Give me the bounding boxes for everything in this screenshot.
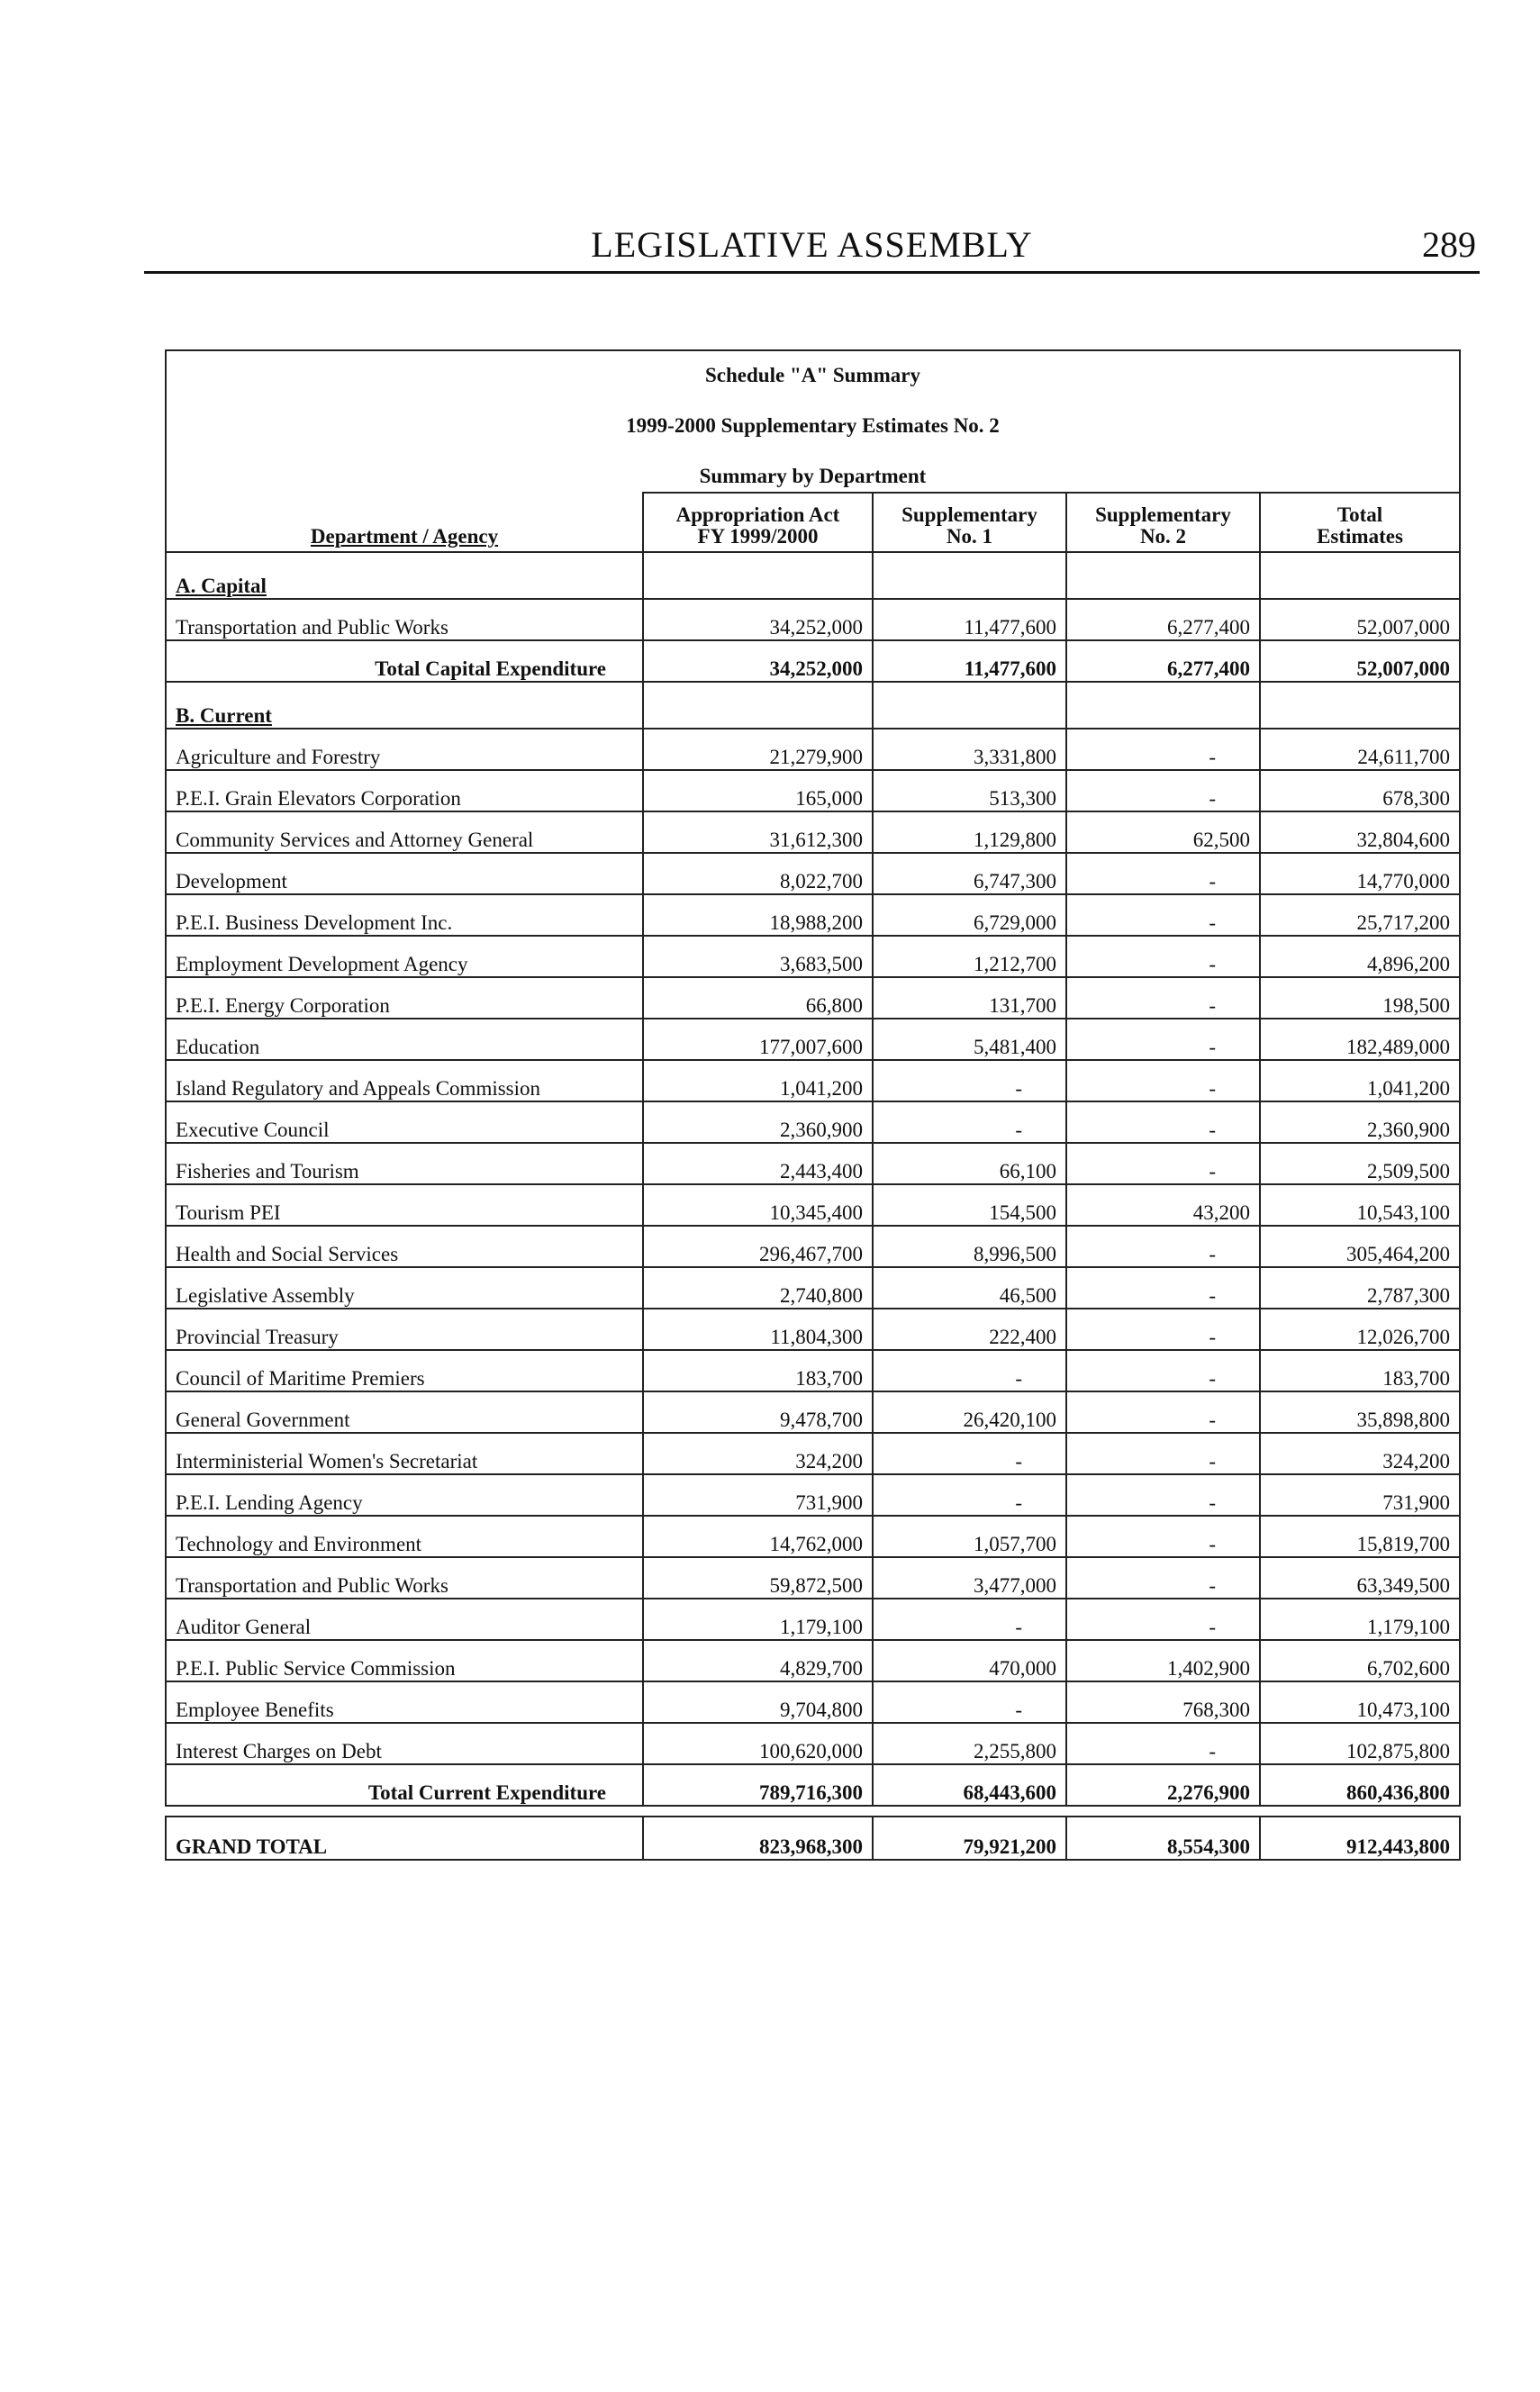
page-header: [144, 223, 1480, 274]
supplementary-1-value: 26,420,100: [873, 1391, 1066, 1433]
total-estimates-value: 32,804,600: [1260, 811, 1460, 853]
total-estimates-value: 52,007,000: [1260, 599, 1460, 640]
table-row: [166, 853, 1460, 894]
appropriation-value: 9,704,800: [643, 1681, 873, 1723]
appropriation-value: 183,700: [643, 1350, 873, 1391]
section-label: A. Capital: [166, 552, 643, 599]
department-name: Technology and Environment: [166, 1516, 643, 1557]
supplementary-1-value: -: [873, 1350, 1066, 1391]
department-name: Tourism PEI: [166, 1184, 643, 1226]
supplementary-1-value: 5,481,400: [873, 1019, 1066, 1060]
appropriation-value: 59,872,500: [643, 1557, 873, 1599]
section-empty-cell: [873, 682, 1066, 729]
section-empty-cell: [1260, 682, 1460, 729]
section-empty-cell: [643, 552, 873, 599]
supplementary-2-value: -: [1066, 770, 1260, 811]
appropriation-value: 2,740,800: [643, 1267, 873, 1309]
total-estimates-value: 12,026,700: [1260, 1309, 1460, 1350]
section-empty-cell: [1066, 552, 1260, 599]
total-estimates-value: 678,300: [1260, 770, 1460, 811]
table-row: [166, 1640, 1460, 1681]
appropriation-value: 11,804,300: [643, 1309, 873, 1350]
table-row: [166, 1019, 1460, 1060]
section-empty-cell: [1066, 682, 1260, 729]
spacer-cell: [166, 1806, 1460, 1817]
table-row: [166, 1101, 1460, 1143]
table-row: [166, 1184, 1460, 1226]
department-name: Development: [166, 853, 643, 894]
total-estimates-value: 2,509,500: [1260, 1143, 1460, 1184]
department-name: Council of Maritime Premiers: [166, 1350, 643, 1391]
total-estimates-value: 63,349,500: [1260, 1557, 1460, 1599]
supplementary-1-value: -: [873, 1681, 1066, 1723]
table-row: [166, 811, 1460, 853]
supplementary-2-value: -: [1066, 853, 1260, 894]
total-estimates-value: 198,500: [1260, 977, 1460, 1019]
section-capital: [166, 552, 1460, 599]
appropriation-value: 34,252,000: [643, 599, 873, 640]
schedule-caption: [166, 350, 1460, 493]
supplementary-2-value: 62,500: [1066, 811, 1260, 853]
header-department: Department / Agency: [166, 493, 643, 552]
table-row: [166, 599, 1460, 640]
total-estimates-value: 6,702,600: [1260, 1640, 1460, 1681]
department-name: P.E.I. Grain Elevators Corporation: [166, 770, 643, 811]
appropriation-value: 177,007,600: [643, 1019, 873, 1060]
table-row: [166, 1226, 1460, 1267]
appropriation-value: 9,478,700: [643, 1391, 873, 1433]
supplementary-1-value: 3,477,000: [873, 1557, 1066, 1599]
schedule-table-container: [165, 349, 1459, 1861]
department-name: P.E.I. Business Development Inc.: [166, 894, 643, 936]
page-number: 289: [1422, 224, 1476, 265]
appropriation-value: 14,762,000: [643, 1516, 873, 1557]
appropriation-value: 3,683,500: [643, 936, 873, 977]
department-name: Fisheries and Tourism: [166, 1143, 643, 1184]
appropriation-value: 31,612,300: [643, 811, 873, 853]
total-estimates-total: 52,007,000: [1260, 640, 1460, 682]
supplementary-1-value: 154,500: [873, 1184, 1066, 1226]
section-empty-cell: [1260, 552, 1460, 599]
table-row: [166, 1599, 1460, 1640]
supplementary-1-value: 1,129,800: [873, 811, 1066, 853]
total-estimates-value: 1,041,200: [1260, 1060, 1460, 1101]
table-row: [166, 1309, 1460, 1350]
total-estimates-value: 102,875,800: [1260, 1723, 1460, 1764]
supplementary-2-value: -: [1066, 1350, 1260, 1391]
supplementary-2-value: -: [1066, 1516, 1260, 1557]
total-estimates-value: 1,179,100: [1260, 1599, 1460, 1640]
supplementary-1-total: 11,477,600: [873, 640, 1066, 682]
total-estimates-value: 10,543,100: [1260, 1184, 1460, 1226]
header-appropriation: Appropriation Act FY 1999/2000: [643, 493, 873, 552]
supplementary-1-total: 68,443,600: [873, 1764, 1066, 1806]
supplementary-2-value: 1,402,900: [1066, 1640, 1260, 1681]
caption-row: [166, 350, 1460, 493]
supplementary-2-value: 6,277,400: [1066, 599, 1260, 640]
department-name: Health and Social Services: [166, 1226, 643, 1267]
appropriation-value: 165,000: [643, 770, 873, 811]
department-name: Executive Council: [166, 1101, 643, 1143]
table-row: [166, 729, 1460, 770]
table-row: [166, 936, 1460, 977]
appropriation-value: 100,620,000: [643, 1723, 873, 1764]
schedule-title: Schedule "A" Summary: [705, 364, 920, 386]
table-row: [166, 1681, 1460, 1723]
supplementary-2-value: -: [1066, 1060, 1260, 1101]
supplementary-1-total: 79,921,200: [873, 1817, 1066, 1860]
grand-total-row: [166, 1817, 1460, 1860]
appropriation-value: 1,179,100: [643, 1599, 873, 1640]
supplementary-2-total: 8,554,300: [1066, 1817, 1260, 1860]
total-estimates-value: 14,770,000: [1260, 853, 1460, 894]
total-label: Total Current Expenditure: [166, 1764, 643, 1806]
supplementary-1-value: 66,100: [873, 1143, 1066, 1184]
department-name: Transportation and Public Works: [166, 599, 643, 640]
supplementary-1-value: 11,477,600: [873, 599, 1066, 640]
department-name: Education: [166, 1019, 643, 1060]
appropriation-value: 21,279,900: [643, 729, 873, 770]
total-label: GRAND TOTAL: [166, 1817, 643, 1860]
appropriation-value: 2,360,900: [643, 1101, 873, 1143]
table-row: [166, 1350, 1460, 1391]
supplementary-2-value: -: [1066, 729, 1260, 770]
table-row: [166, 977, 1460, 1019]
supplementary-1-value: 6,747,300: [873, 853, 1066, 894]
appropriation-value: 731,900: [643, 1474, 873, 1516]
header-total-estimates: Total Estimates: [1260, 493, 1460, 552]
supplementary-1-value: 1,212,700: [873, 936, 1066, 977]
total-estimates-value: 10,473,100: [1260, 1681, 1460, 1723]
department-name: Interministerial Women's Secretariat: [166, 1433, 643, 1474]
department-name: Island Regulatory and Appeals Commission: [166, 1060, 643, 1101]
appropriation-value: 66,800: [643, 977, 873, 1019]
department-name: Community Services and Attorney General: [166, 811, 643, 853]
supplementary-1-value: 513,300: [873, 770, 1066, 811]
total-estimates-value: 324,200: [1260, 1433, 1460, 1474]
department-name: Transportation and Public Works: [166, 1557, 643, 1599]
supplementary-2-value: -: [1066, 1226, 1260, 1267]
header-supplementary-1: Supplementary No. 1: [873, 493, 1066, 552]
appropriation-value: 2,443,400: [643, 1143, 873, 1184]
department-name: Legislative Assembly: [166, 1267, 643, 1309]
department-name: General Government: [166, 1391, 643, 1433]
supplementary-2-value: -: [1066, 1474, 1260, 1516]
total-estimates-value: 183,700: [1260, 1350, 1460, 1391]
supplementary-2-value: -: [1066, 1019, 1260, 1060]
section-label: B. Current: [166, 682, 643, 729]
supplementary-2-value: -: [1066, 1143, 1260, 1184]
supplementary-1-value: 131,700: [873, 977, 1066, 1019]
table-row: [166, 1143, 1460, 1184]
supplementary-2-value: -: [1066, 894, 1260, 936]
total-estimates-total: 912,443,800: [1260, 1817, 1460, 1860]
supplementary-2-total: 6,277,400: [1066, 640, 1260, 682]
supplementary-2-value: -: [1066, 1267, 1260, 1309]
table-row: [166, 1557, 1460, 1599]
section-current: [166, 682, 1460, 729]
table-row: [166, 1267, 1460, 1309]
supplementary-1-value: 1,057,700: [873, 1516, 1066, 1557]
supplementary-2-value: -: [1066, 1599, 1260, 1640]
table-row: [166, 1516, 1460, 1557]
table-row: [166, 894, 1460, 936]
supplementary-2-value: -: [1066, 1101, 1260, 1143]
total-estimates-total: 860,436,800: [1260, 1764, 1460, 1806]
appropriation-value: 1,041,200: [643, 1060, 873, 1101]
total-estimates-value: 25,717,200: [1260, 894, 1460, 936]
supplementary-1-value: 46,500: [873, 1267, 1066, 1309]
section-empty-cell: [873, 552, 1066, 599]
supplementary-2-value: -: [1066, 1557, 1260, 1599]
supplementary-2-value: -: [1066, 936, 1260, 977]
table-row: [166, 1723, 1460, 1764]
total-estimates-value: 182,489,000: [1260, 1019, 1460, 1060]
appropriation-value: 10,345,400: [643, 1184, 873, 1226]
supplementary-2-value: -: [1066, 977, 1260, 1019]
table-row: [166, 770, 1460, 811]
department-name: P.E.I. Energy Corporation: [166, 977, 643, 1019]
supplementary-1-value: -: [873, 1060, 1066, 1101]
supplementary-2-total: 2,276,900: [1066, 1764, 1260, 1806]
supplementary-2-value: -: [1066, 1723, 1260, 1764]
supplementary-1-value: -: [873, 1474, 1066, 1516]
supplementary-2-value: -: [1066, 1309, 1260, 1350]
table-row: [166, 1391, 1460, 1433]
supplementary-2-value: -: [1066, 1433, 1260, 1474]
supplementary-2-value: 43,200: [1066, 1184, 1260, 1226]
total-current-row: [166, 1764, 1460, 1806]
supplementary-2-value: 768,300: [1066, 1681, 1260, 1723]
appropriation-value: 8,022,700: [643, 853, 873, 894]
total-estimates-value: 305,464,200: [1260, 1226, 1460, 1267]
department-name: Employment Development Agency: [166, 936, 643, 977]
total-label: Total Capital Expenditure: [166, 640, 643, 682]
department-name: P.E.I. Lending Agency: [166, 1474, 643, 1516]
total-estimates-value: 731,900: [1260, 1474, 1460, 1516]
supplementary-1-value: 2,255,800: [873, 1723, 1066, 1764]
total-estimates-value: 35,898,800: [1260, 1391, 1460, 1433]
header-supplementary-2: Supplementary No. 2: [1066, 493, 1260, 552]
supplementary-1-value: -: [873, 1433, 1066, 1474]
table-row: [166, 1433, 1460, 1474]
appropriation-value: 4,829,700: [643, 1640, 873, 1681]
department-name: Agriculture and Forestry: [166, 729, 643, 770]
appropriation-value: 18,988,200: [643, 894, 873, 936]
page-title: LEGISLATIVE ASSEMBLY: [591, 224, 1033, 265]
appropriation-value: 296,467,700: [643, 1226, 873, 1267]
section-empty-cell: [643, 682, 873, 729]
total-estimates-value: 4,896,200: [1260, 936, 1460, 977]
supplementary-1-value: 470,000: [873, 1640, 1066, 1681]
schedule-subtitle: 1999-2000 Supplementary Estimates No. 2: [626, 414, 1000, 437]
total-estimates-value: 15,819,700: [1260, 1516, 1460, 1557]
supplementary-1-value: 3,331,800: [873, 729, 1066, 770]
appropriation-total: 34,252,000: [643, 640, 873, 682]
table-row: [166, 1060, 1460, 1101]
department-name: Provincial Treasury: [166, 1309, 643, 1350]
total-estimates-value: 24,611,700: [1260, 729, 1460, 770]
supplementary-1-value: 6,729,000: [873, 894, 1066, 936]
supplementary-1-value: 8,996,500: [873, 1226, 1066, 1267]
supplementary-1-value: -: [873, 1101, 1066, 1143]
spacer-row: [166, 1806, 1460, 1817]
table-row: [166, 1474, 1460, 1516]
schedule-summary-by: Summary by Department: [699, 465, 927, 487]
department-name: Employee Benefits: [166, 1681, 643, 1723]
appropriation-total: 823,968,300: [643, 1817, 873, 1860]
department-name: Auditor General: [166, 1599, 643, 1640]
column-header-row: [166, 493, 1460, 552]
department-name: P.E.I. Public Service Commission: [166, 1640, 643, 1681]
total-capital-row: [166, 640, 1460, 682]
header-rule: [144, 271, 1480, 274]
total-estimates-value: 2,360,900: [1260, 1101, 1460, 1143]
supplementary-1-value: -: [873, 1599, 1066, 1640]
appropriation-value: 324,200: [643, 1433, 873, 1474]
supplementary-2-value: -: [1066, 1391, 1260, 1433]
total-estimates-value: 2,787,300: [1260, 1267, 1460, 1309]
schedule-table: [165, 349, 1461, 1861]
appropriation-total: 789,716,300: [643, 1764, 873, 1806]
supplementary-1-value: 222,400: [873, 1309, 1066, 1350]
department-name: Interest Charges on Debt: [166, 1723, 643, 1764]
